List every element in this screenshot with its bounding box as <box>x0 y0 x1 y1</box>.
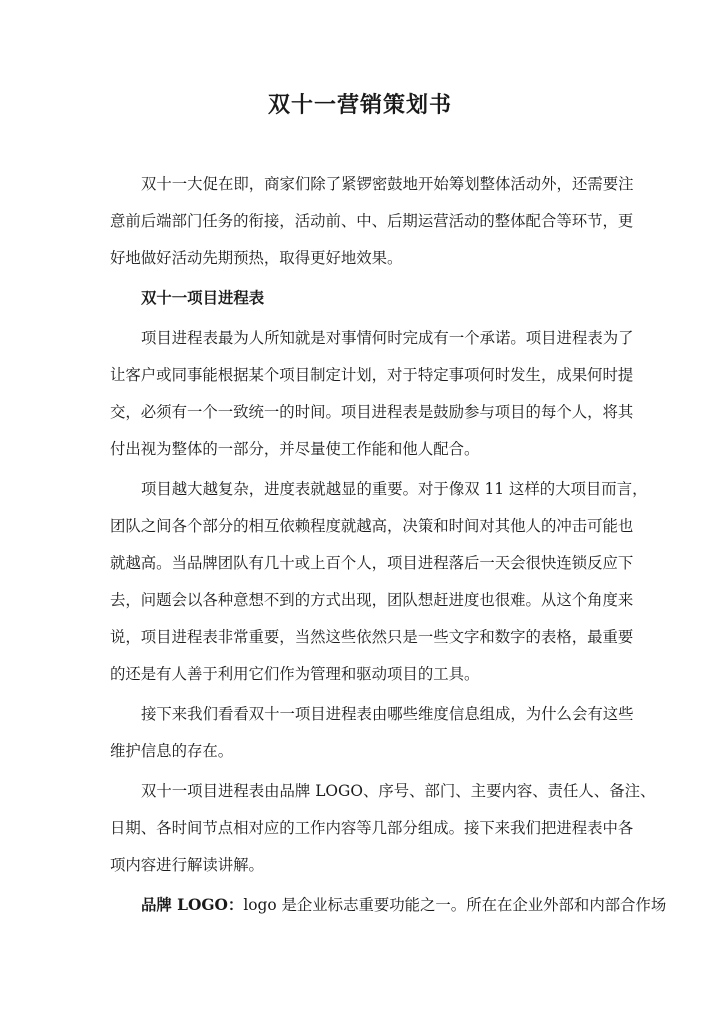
text-line: 意前后端部门任务的衔接，活动前、中、后期运营活动的整体配合等环节，更 <box>110 212 634 230</box>
text-line: 项内容进行解读讲解。 <box>110 856 264 874</box>
text-run: logo 是企业标志重要功能之一。所在在企业外部和内部合作场 <box>243 896 667 914</box>
text-line <box>110 887 667 924</box>
paragraph <box>110 887 667 924</box>
text-line: 维护信息的存在。 <box>110 742 234 760</box>
text-line: 日期、各时间节点相对应的工作内容等几部分组成。接下来我们把进程表中各 <box>110 819 634 837</box>
text-line: 的还是有人善于利用它们作为管理和驱动项目的工具。 <box>110 665 480 683</box>
paragraph <box>110 166 634 277</box>
document-body <box>110 166 667 927</box>
text-line: 交，必须有一个一致统一的时间。项目进程表是鼓励参与项目的每个人，将其 <box>110 403 634 421</box>
text-line: 双十一大促在即，商家们除了紧锣密鼓地开始筹划整体活动外，还需要注 <box>141 175 634 193</box>
text-line: 去，问题会以各种意想不到的方式出现，团队想赶进度也很难。从这个角度来 <box>110 591 634 609</box>
text-line: 付出视为整体的一部分，并尽量使工作能和他人配合。 <box>110 440 480 458</box>
text-line: 说，项目进程表非常重要，当然这些依然只是一些文字和数字的表格，最重要 <box>110 628 634 646</box>
text-line: 接下来我们看看双十一项目进程表由哪些维度信息组成，为什么会有这些 <box>141 705 634 723</box>
text-line: 项目进程表最为人所知就是对事情何时完成有一个承诺。项目进程表为了 <box>141 329 634 347</box>
paragraph <box>110 696 634 770</box>
paragraph <box>110 320 634 468</box>
text-line: 让客户或同事能根据某个项目制定计划，对于特定事项何时发生，成果何时提 <box>110 366 634 384</box>
text-line: 团队之间各个部分的相互依赖程度就越高，决策和时间对其他人的冲击可能也 <box>110 517 634 535</box>
text-line: 就越高。当品牌团队有几十或上百个人，项目进程落后一天会很快连锁反应下 <box>110 554 634 572</box>
paragraph <box>110 471 648 693</box>
document-title: 双十一营销策划书 <box>267 92 452 118</box>
paragraph <box>110 773 656 884</box>
heading-text: 双十一项目进程表 <box>141 289 265 307</box>
text-line: 好地做好活动先期预热，取得更好地效果。 <box>110 249 403 267</box>
bold-term: 品牌 LOGO： <box>141 896 244 914</box>
section-heading <box>110 280 612 317</box>
text-line: 项目越大越复杂，进度表就越显的重要。对于像双 11 这样的大项目而言， <box>141 480 648 498</box>
text-line: 双十一项目进程表由品牌 LOGO、序号、部门、主要内容、责任人、备注、 <box>141 782 656 800</box>
